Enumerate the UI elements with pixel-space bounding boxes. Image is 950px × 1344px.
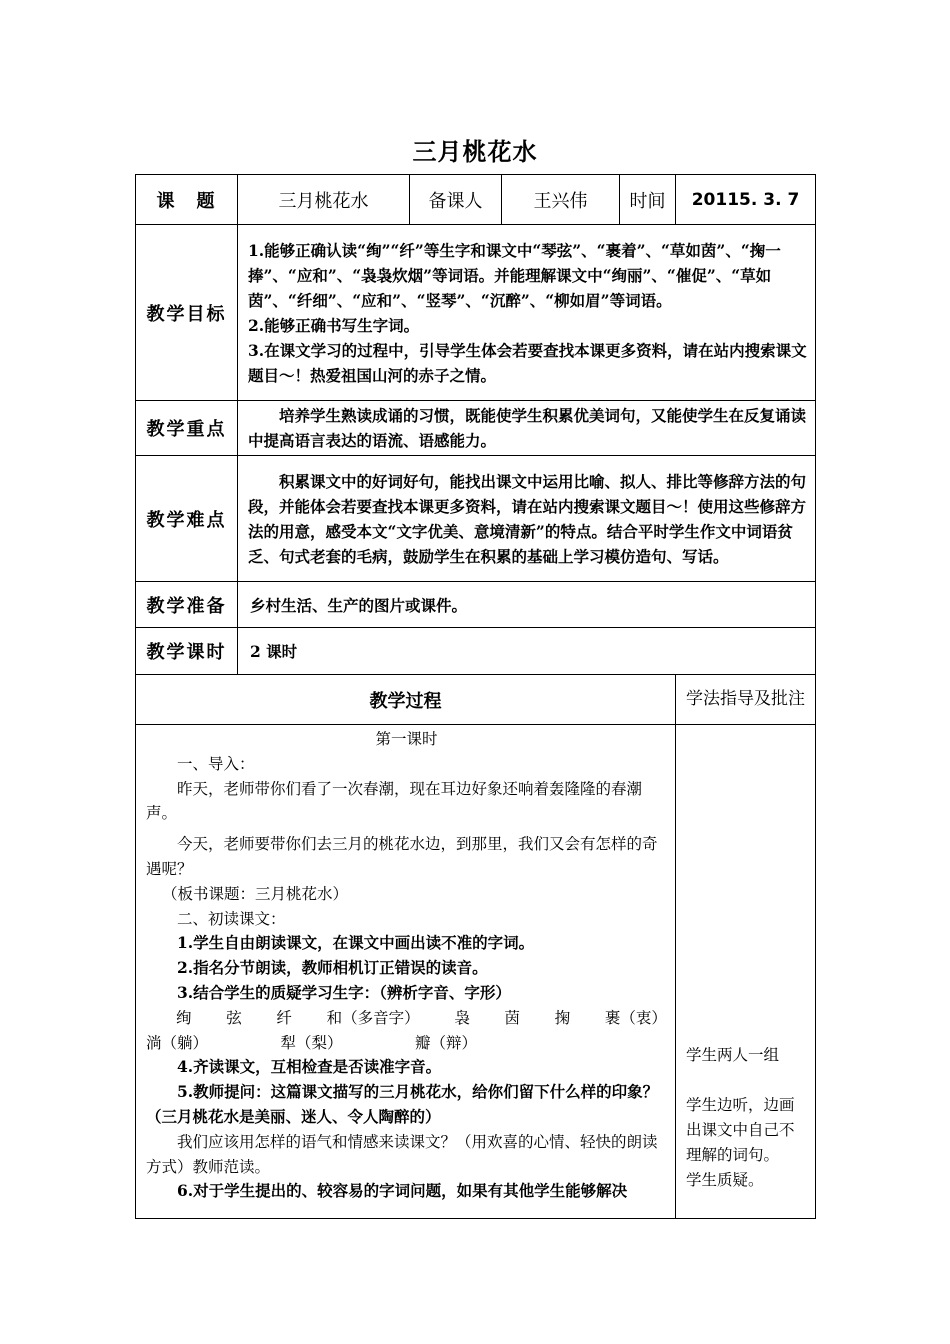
char-item: 淌（躺） <box>146 1033 209 1052</box>
session-title: 第一课时 <box>375 730 438 748</box>
note-1: 学生两人一组 <box>686 1046 780 1064</box>
topic-label: 课 题 <box>136 175 238 225</box>
step-1: 1.学生自由朗读课文，在课文中画出读不准的字词。 <box>177 933 535 953</box>
goals-label: 教学目标 <box>136 225 238 401</box>
note-2: 学生边听，边画出课文中自己不理解的词句。 <box>686 1096 795 1164</box>
char-item: 弦 <box>226 1008 242 1027</box>
preparation-label: 教学准备 <box>136 582 238 628</box>
notes-content <box>676 725 816 1219</box>
periods-row <box>136 628 816 675</box>
goal-1: 1.能够正确认读“绚”“纤”等生字和课文中“琴弦”、“裹着”、“草如茵”、“掬一捧”、“应和”、“袅袅炊烟”等词语。并能理解课文中“绚丽”、“催促”、“草如茵”、“纤细”、“应和”、“竖琴”、“沉醉”、“柳如眉”等词语。 <box>248 240 781 310</box>
step-5: 5.教师提问：这篇课文描写的三月桃花水，给你们留下什么样的印象？（三月桃花水是美丽、迷人、令人陶醉的） <box>146 1082 659 1126</box>
time-value: 20115. 3. 7 <box>676 175 816 225</box>
key-points-row <box>136 401 816 456</box>
intro-paragraph-2: 今天，老师要带你们去三月的桃花水边，到那里，我们又会有怎样的奇遇呢？ <box>146 835 658 878</box>
step-3: 3.结合学生的质疑学习生字：（辨析字音、字形） <box>177 982 511 1002</box>
char-item: 纤 <box>276 1008 292 1027</box>
goal-2: 2.能够正确书写生字词。 <box>248 315 420 335</box>
char-item: 瓣（辩） <box>414 1033 477 1052</box>
chars-row-2 <box>146 1031 667 1056</box>
char-item: 绚 <box>176 1008 192 1027</box>
note-3: 学生质疑。 <box>686 1171 764 1189</box>
notes-header: 学法指导及批注 <box>676 675 816 725</box>
intro-heading: 一、导入： <box>177 754 255 773</box>
header-row <box>136 175 816 225</box>
step-5-followup: 我们应该用怎样的语气和情感来读课文？（用欢喜的心情、轻快的朗读方式）教师范读。 <box>146 1132 658 1176</box>
process-row <box>136 725 816 1219</box>
step-6: 6.对于学生提出的、较容易的字词问题，如果有其他学生能够解决 <box>177 1181 628 1201</box>
difficulties-text: 积累课文中的好词好句，能找出课文中运用比喻、拟人、排比等修辞方法的句段，并能体会若要查找本课更多资料，请在站内搜索课文题目～！使用这些修辞方法的用意，感受本文“文字优美、意境清新”的特点。结合平时学生作文中词语贫乏、句式老套的毛病，鼓励学生在积累的基础上学习模仿造句、写话。 <box>248 471 807 566</box>
char-item: 裹（衷） <box>604 1008 667 1027</box>
difficulties-row <box>136 456 816 582</box>
goal-3: 3.在课文学习的过程中，引导学生体会若要查找本课更多资料，请在站内搜索课文题目～！热爱祖国山河的赤子之情。 <box>248 340 807 385</box>
preparation-text: 乡村生活、生产的图片或课件。 <box>238 582 816 628</box>
char-item: 掬 <box>554 1008 571 1027</box>
char-item: 和（多音字） <box>326 1008 420 1027</box>
step-2: 2.指名分节朗读，教师相机订正错误的读音。 <box>177 958 488 978</box>
preparer-value: 王兴伟 <box>502 175 620 225</box>
key-points-label: 教学重点 <box>136 401 238 456</box>
char-item: 茵 <box>504 1008 521 1027</box>
topic-value: 三月桃花水 <box>238 175 410 225</box>
char-item: 袅 <box>454 1008 470 1027</box>
time-label: 时间 <box>620 175 676 225</box>
periods-text: 2 课时 <box>238 628 816 675</box>
goals-row <box>136 225 816 401</box>
read-heading: 二、初读课文： <box>177 909 286 928</box>
page-title: 三月桃花水 <box>412 138 538 166</box>
difficulties-label: 教学难点 <box>136 456 238 582</box>
preparation-row <box>136 582 816 628</box>
preparer-label: 备课人 <box>410 175 502 225</box>
chars-row-1 <box>146 1006 667 1031</box>
key-points-text: 培养学生熟读成诵的习惯，既能使学生积累优美词句，又能使学生在反复诵读中提高语言表达的语流、语感能力。 <box>248 406 807 450</box>
step-4: 4.齐读课文，互相检查是否读准字音。 <box>177 1057 442 1077</box>
process-header: 教学过程 <box>136 675 676 725</box>
periods-label: 教学课时 <box>136 628 238 675</box>
intro-paragraph-1: 昨天，老师带你们看了一次春潮，现在耳边好象还响着轰隆隆的春潮声。 <box>146 779 643 823</box>
char-item: 犁（梨） <box>280 1033 343 1052</box>
process-content <box>136 725 676 1219</box>
process-header-row <box>136 675 816 725</box>
board-title: （板书课题：三月桃花水） <box>162 884 349 903</box>
lesson-plan-table <box>135 174 816 1219</box>
goals-content <box>238 225 816 401</box>
